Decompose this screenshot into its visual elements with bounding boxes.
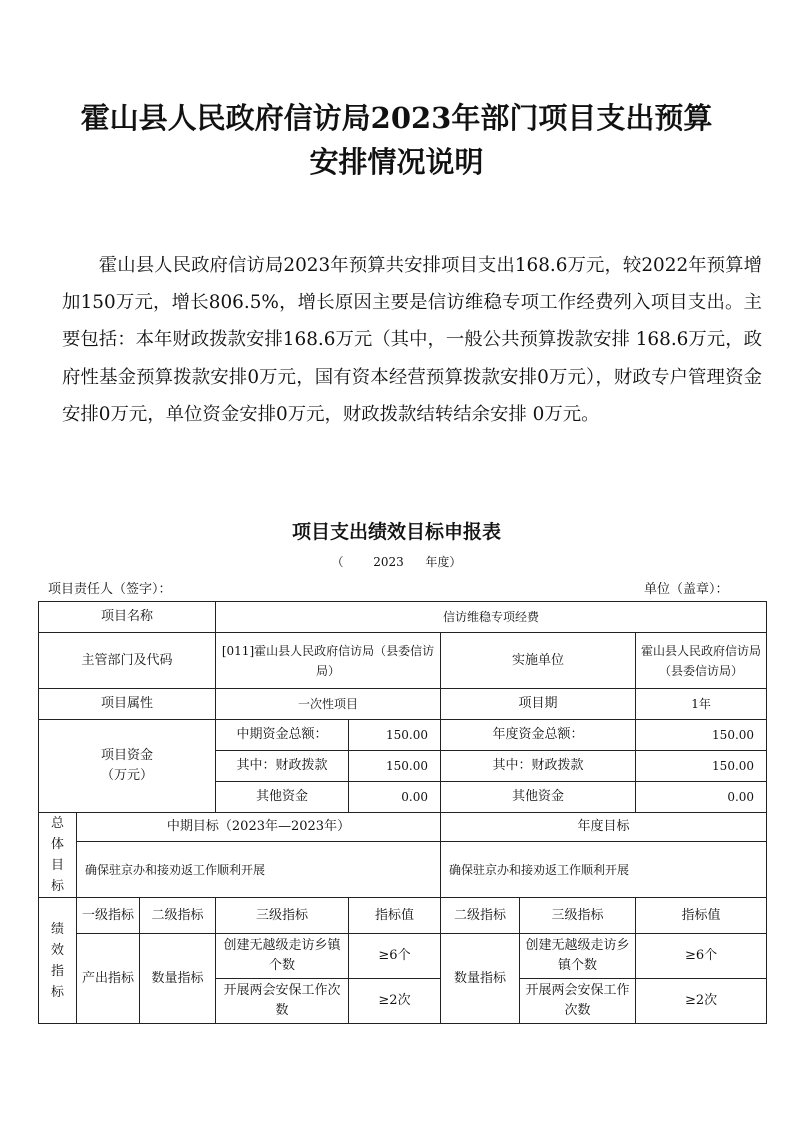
level1-header: 一级指标 xyxy=(77,898,140,934)
form-title: 项目支出绩效目标申报表 xyxy=(291,521,501,543)
indicator-2-name-annual: 开展两会安保工作次数 xyxy=(520,979,636,1024)
mid-fiscal-value: 150.00 xyxy=(349,751,441,782)
quantity-indicator: 数量指标 xyxy=(140,934,216,1024)
mid-goal-header: 中期目标（2023年—2023年） xyxy=(77,813,441,842)
budget-description xyxy=(62,247,762,433)
indicator-2-value-annual: ≥2次 xyxy=(636,979,767,1024)
year-fiscal-label: 其中：财政拨款 xyxy=(441,751,636,782)
overall-goal-char: 目 xyxy=(50,858,64,873)
perf-indicator-char: 绩 xyxy=(50,921,64,937)
unit-seal-label: 单位（盖章）： xyxy=(644,582,729,597)
mid-goal-text: 确保驻京办和接劝返工作顺利开展 xyxy=(77,842,441,898)
perf-indicator-label xyxy=(39,898,77,1024)
table-row xyxy=(39,633,767,689)
period-label: 项目期 xyxy=(441,689,636,720)
level3-header: 三级指标 xyxy=(216,898,349,934)
year-other-label: 其他资金 xyxy=(441,782,636,813)
perf-indicator-char: 指 xyxy=(50,963,64,979)
mid-total-value: 150.00 xyxy=(349,720,441,751)
perf-indicator-char: 标 xyxy=(50,984,64,1000)
dept-label: 主管部门及代码 xyxy=(39,633,216,689)
funds-label xyxy=(39,720,216,813)
indicator-1-name-annual: 创建无越级走访乡镇个数 xyxy=(520,934,636,979)
level3-header-annual: 三级指标 xyxy=(520,898,636,934)
mid-total-label: 中期资金总额： xyxy=(216,720,349,751)
year-total-value: 150.00 xyxy=(636,720,767,751)
overall-goal-label xyxy=(39,813,77,898)
indicator-2-value: ≥2次 xyxy=(349,979,441,1024)
table-row xyxy=(39,813,767,842)
table-row xyxy=(39,602,767,633)
year-open: （ xyxy=(331,555,344,569)
value-header-annual: 指标值 xyxy=(636,898,767,934)
document-title xyxy=(0,96,793,184)
impl-unit-value: 霍山县人民政府信访局（县委信访局） xyxy=(636,633,767,689)
indicator-1-value: ≥6个 xyxy=(349,934,441,979)
year-goal-header: 年度目标 xyxy=(441,813,767,842)
value-header: 指标值 xyxy=(349,898,441,934)
funds-label-line-1: 项目资金 xyxy=(100,748,153,763)
table-row xyxy=(39,842,767,898)
attr-label: 项目属性 xyxy=(39,689,216,720)
responsible-signature-label: 项目责任人（签字）： xyxy=(48,582,172,597)
project-name-label: 项目名称 xyxy=(39,602,216,633)
quantity-indicator-annual: 数量指标 xyxy=(441,934,520,1024)
overall-goal-char: 体 xyxy=(50,837,64,852)
title-line-1: 霍山县人民政府信访局2023年部门项目支出预算 xyxy=(80,101,713,135)
mid-other-label: 其他资金 xyxy=(216,782,349,813)
perf-indicator-char: 效 xyxy=(50,942,64,958)
overall-goal-char: 标 xyxy=(50,879,64,894)
title-line-2: 安排情况说明 xyxy=(309,145,484,179)
year-goal-text: 确保驻京办和接劝返工作顺利开展 xyxy=(441,842,767,898)
mid-other-value: 0.00 xyxy=(349,782,441,813)
year-fiscal-value: 150.00 xyxy=(636,751,767,782)
level2-header-annual: 二级指标 xyxy=(441,898,520,934)
output-indicator: 产出指标 xyxy=(77,934,140,1024)
form-year xyxy=(0,553,793,570)
dept-value: [011]霍山县人民政府信访局（县委信访局） xyxy=(216,633,441,689)
impl-unit-label: 实施单位 xyxy=(441,633,636,689)
attr-value: 一次性项目 xyxy=(216,689,441,720)
funds-label-line-2: （万元） xyxy=(100,768,153,783)
project-name-value: 信访维稳专项经费 xyxy=(216,602,767,633)
mid-fiscal-label: 其中：财政拨款 xyxy=(216,751,349,782)
indicator-1-name: 创建无越级走访乡镇个数 xyxy=(216,934,349,979)
year-value: 2023 xyxy=(373,555,404,569)
year-close: 年度） xyxy=(425,555,462,569)
overall-goal-char: 总 xyxy=(50,816,64,831)
year-other-value: 0.00 xyxy=(636,782,767,813)
table-row xyxy=(39,689,767,720)
table-row xyxy=(39,934,767,979)
level2-header: 二级指标 xyxy=(140,898,216,934)
table-row xyxy=(39,898,767,934)
performance-target-table xyxy=(38,601,767,1024)
table-row xyxy=(39,720,767,751)
period-value: 1年 xyxy=(636,689,767,720)
budget-paragraph: 霍山县人民政府信访局2023年预算共安排项目支出168.6万元，较2022年预算增加150万元，增长806.5%，增长原因主要是信访维稳专项工作经费列入项目支出。主要包括：本年财政拨款安排168.6万元（其中，一般公共预算拨款安排 168.6万元，政府性基金预算拨款安排0万元，国有资本经营预算拨款安排0万元），财政专户管理资金安排0万元，单位资金安排0万元，财政拨款结转结余安排 0万元。 xyxy=(62,255,762,425)
year-total-label: 年度资金总额： xyxy=(441,720,636,751)
indicator-2-name: 开展两会安保工作次数 xyxy=(216,979,349,1024)
indicator-1-value-annual: ≥6个 xyxy=(636,934,767,979)
